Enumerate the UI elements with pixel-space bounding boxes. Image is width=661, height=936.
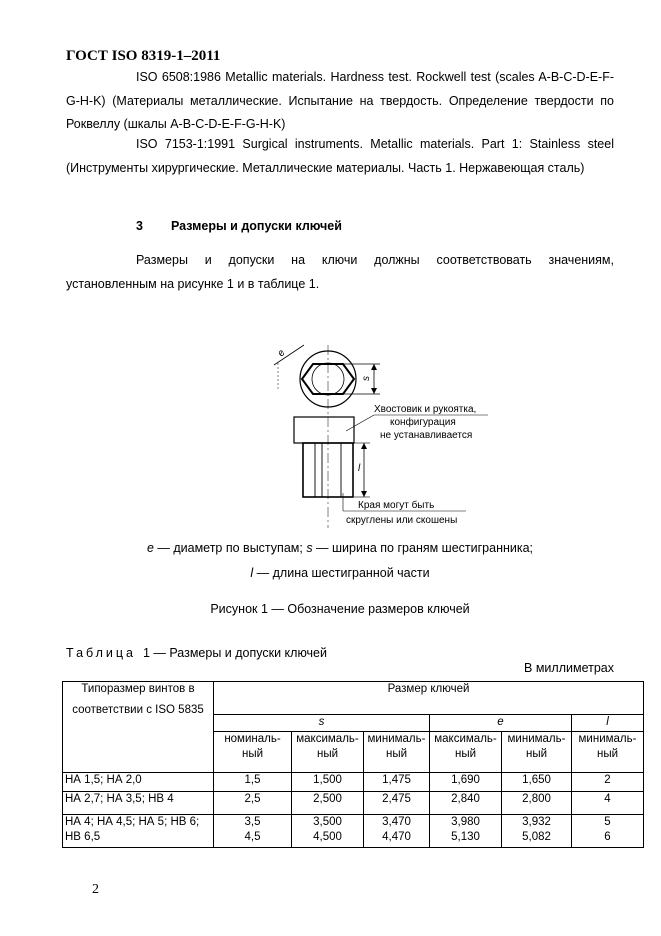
label-s: s xyxy=(361,376,372,381)
arrow-s-bottom xyxy=(371,388,377,394)
arrow-l-bottom xyxy=(361,491,367,497)
table-row xyxy=(63,792,644,815)
sub-max-line1: максималь- xyxy=(434,733,497,745)
sub-min-s xyxy=(364,732,430,773)
note-handle-line1: Хвостовик и рукоятка, xyxy=(374,404,477,415)
reference-text: ISO 6508:1986 Metallic materials. Hardness test. Rockwell test (scales A-B-C-D-E-F-G-H-K) (Материалы металлические. Испытание на твердость. Определение твердости по Роквеллу (шкалы A-B-C-D-E-F-G-H-K) xyxy=(66,70,614,131)
cell-e-min xyxy=(502,815,572,848)
cell-e-min: 2,800 xyxy=(502,792,572,815)
sub-nominal xyxy=(214,732,292,773)
figure-legend-line1 xyxy=(66,541,614,555)
note-edges-line1: Края могут быть xyxy=(358,500,435,511)
cell-l-min xyxy=(572,815,644,848)
sub-min-line1: минималь- xyxy=(507,733,566,745)
note-handle-line3: не устанавливается xyxy=(380,430,473,441)
arrow-s-top xyxy=(371,364,377,370)
cell-s-min: 2,475 xyxy=(364,792,430,815)
sub-max-e xyxy=(430,732,502,773)
cell-e-max: 2,840 xyxy=(430,792,502,815)
arrow-l-top xyxy=(361,443,367,449)
sub-min-e xyxy=(502,732,572,773)
handle-outline xyxy=(294,417,354,443)
cell-type-line2: НВ 6,5 xyxy=(65,831,101,843)
body-text: Размеры и допуски на ключи должны соответствовать значениям, установленным на рисунке 1 и в таблице 1. xyxy=(66,253,614,291)
document-header: ГОСТ ISO 8319-1–2011 xyxy=(66,48,221,64)
cell-l-min: 4 xyxy=(572,792,644,815)
cell-l-min: 2 xyxy=(572,773,644,792)
cell-nominal: 2,5 xyxy=(214,792,292,815)
header-type xyxy=(63,682,214,773)
legend-l-text: — длина шестигранной части xyxy=(253,566,430,580)
page-number: 2 xyxy=(92,882,99,897)
section-title: Размеры и допуски ключей xyxy=(171,219,342,233)
cell-value: 4,470 xyxy=(382,831,411,843)
legend-s-symbol: s xyxy=(306,541,313,555)
legend-e-symbol: e xyxy=(146,541,154,555)
cell-value: 6 xyxy=(604,831,611,843)
sub-nominal-line2: ный xyxy=(241,748,264,760)
table-units: В миллиметрах xyxy=(524,661,614,675)
sub-max-line2: ный xyxy=(316,748,339,760)
cell-value: 3,5 xyxy=(244,816,261,828)
table-row xyxy=(63,815,644,848)
cell-s-min xyxy=(364,815,430,848)
cell-type: НА 1,5; НА 2,0 xyxy=(63,773,214,792)
cell-value: 3,980 xyxy=(451,816,480,828)
figure-legend-line2 xyxy=(66,566,614,580)
header-size: Размер ключей xyxy=(214,682,644,715)
hex-shaft xyxy=(303,443,353,497)
cell-value: 3,932 xyxy=(522,816,551,828)
table-title xyxy=(66,646,327,660)
label-e: e xyxy=(275,347,288,359)
legend-e-text: — диаметр по выступам; xyxy=(153,541,307,555)
sub-max-s xyxy=(292,732,364,773)
sub-max-line2: ный xyxy=(454,748,477,760)
cell-value: 5,082 xyxy=(522,831,551,843)
cell-type-line1: НА 4; НА 4,5; НА 5; НВ 6; xyxy=(65,816,200,828)
cell-value: 3,470 xyxy=(382,816,411,828)
table-title-rest: 1 — Размеры и допуски ключей xyxy=(142,646,327,660)
cell-type: НА 2,7; НА 3,5; НВ 4 xyxy=(63,792,214,815)
section-heading xyxy=(136,219,342,233)
cell-value: 5,130 xyxy=(451,831,480,843)
cell-e-min: 1,650 xyxy=(502,773,572,792)
body-paragraph xyxy=(66,249,614,296)
cell-value: 4,500 xyxy=(313,831,342,843)
cell-e-max: 1,690 xyxy=(430,773,502,792)
header-s: s xyxy=(214,715,430,732)
sub-min-line2: ный xyxy=(596,748,619,760)
label-l: l xyxy=(358,463,361,474)
header-row-1 xyxy=(63,682,644,715)
reference-iso-7153 xyxy=(66,133,614,180)
legend-l-symbol: l xyxy=(250,566,254,580)
cell-s-max: 2,500 xyxy=(292,792,364,815)
table-title-prefix: Таблица xyxy=(66,646,137,660)
header-type-line2: соответствии с ISO 5835 xyxy=(72,704,204,716)
dimensions-table xyxy=(62,681,644,848)
cell-nominal xyxy=(214,815,292,848)
wrench-diagram xyxy=(270,343,500,533)
cell-nominal: 1,5 xyxy=(214,773,292,792)
header-type-line1: Типоразмер винтов в xyxy=(81,683,195,695)
figure-caption: Рисунок 1 — Обозначение размеров ключей xyxy=(210,602,470,616)
header-e: e xyxy=(430,715,572,732)
sub-min-l xyxy=(572,732,644,773)
reference-iso-6508 xyxy=(66,66,614,137)
cell-type xyxy=(63,815,214,848)
sub-min-line1: минималь- xyxy=(578,733,637,745)
cell-value: 3,500 xyxy=(313,816,342,828)
sub-min-line1: минималь- xyxy=(367,733,426,745)
sub-max-line1: максималь- xyxy=(296,733,359,745)
header-l: l xyxy=(572,715,644,732)
table-row xyxy=(63,773,644,792)
cell-value: 5 xyxy=(604,816,611,828)
cell-s-min: 1,475 xyxy=(364,773,430,792)
legend-s-text: — ширина по граням шестигранника; xyxy=(312,541,534,555)
sub-nominal-line1: номиналь- xyxy=(224,733,281,745)
cell-s-max xyxy=(292,815,364,848)
cell-s-max: 1,500 xyxy=(292,773,364,792)
note-handle-line2: конфигурация xyxy=(390,417,456,428)
cell-value: 4,5 xyxy=(244,831,261,843)
sub-min-line2: ный xyxy=(385,748,408,760)
cell-e-max xyxy=(430,815,502,848)
section-number: 3 xyxy=(136,219,143,233)
reference-text: ISO 7153-1:1991 Surgical instruments. Metallic materials. Part 1: Stainless steel (Инструменты хирургические. Металлические материалы. Часть 1. Нержавеющая сталь) xyxy=(66,137,614,175)
note-edges-line2: скруглены или скошены xyxy=(346,515,458,526)
sub-min-line2: ный xyxy=(525,748,548,760)
